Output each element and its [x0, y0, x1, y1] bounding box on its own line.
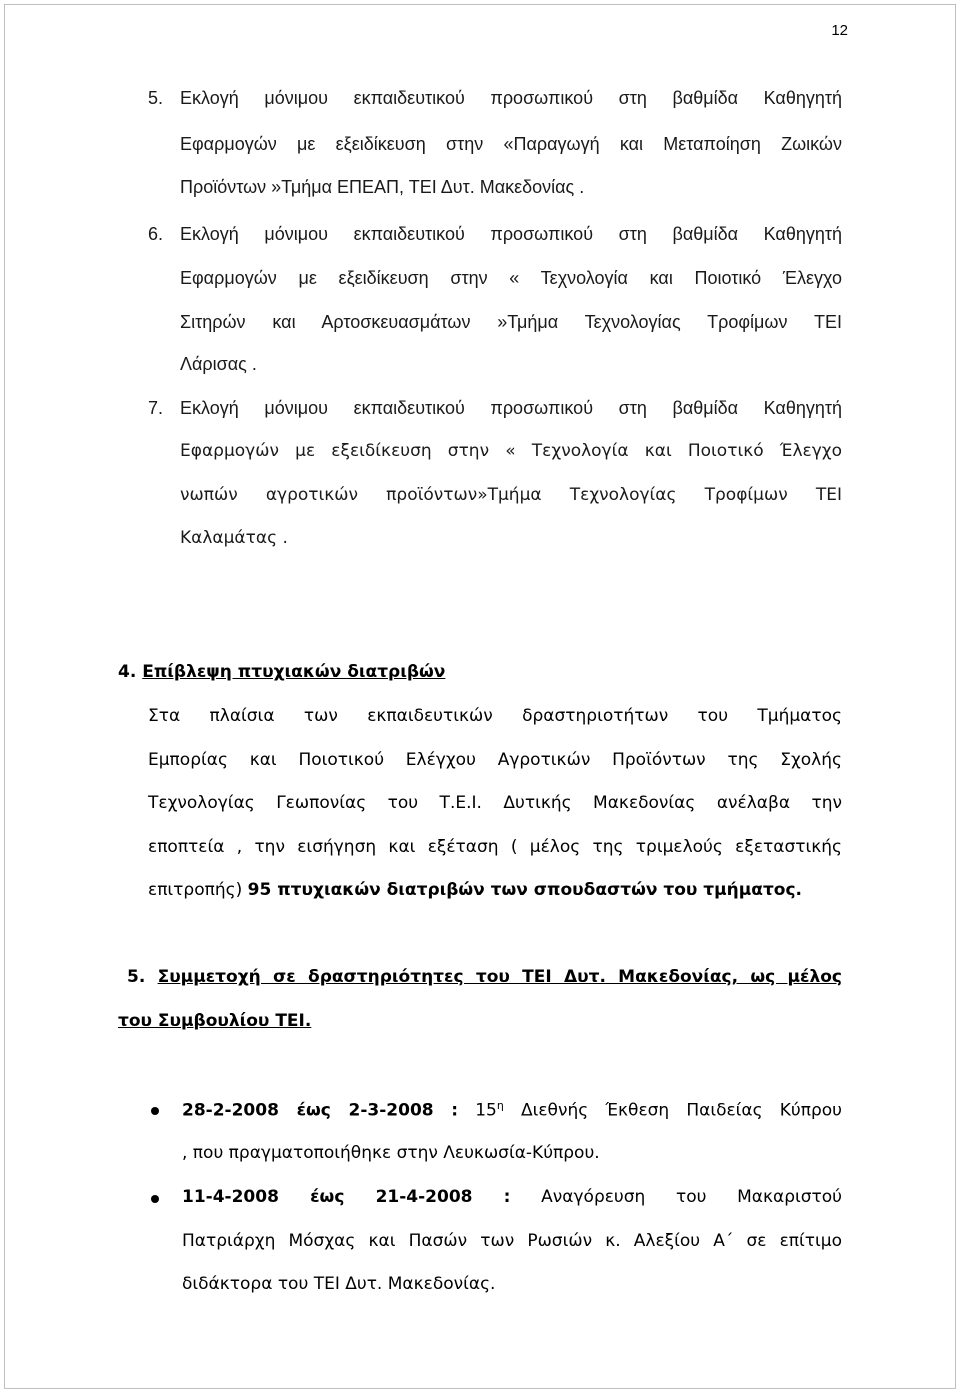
- section-number: 4.: [118, 662, 137, 682]
- section-heading-cont: [118, 1011, 311, 1031]
- bold-text: 95 πτυχιακών διατριβών των σπουδαστών του τμήματος.: [247, 880, 803, 900]
- item-text-line: νωπών αγροτικών προϊόντων»Τμήμα Τεχνολογίας Τροφίμων ΤΕΙ: [180, 485, 842, 505]
- item-text-line: Λάρισας .: [180, 354, 257, 374]
- item-text-line: Εκλογή μόνιμου εκπαιδευτικού προσωπικού στη βαθμίδα Καθηγητή: [180, 88, 842, 108]
- page-number: 12: [831, 22, 848, 39]
- paragraph-line: [148, 880, 842, 900]
- bullet-line: , που πραγματοποιήθηκε στην Λευκωσία-Κύπρου.: [182, 1143, 600, 1163]
- superscript: η: [496, 1099, 504, 1112]
- item-text-line: Εφαρμογών με εξειδίκευση στην « Τεχνολογία και Ποιοτικό Έλεγχο: [180, 268, 842, 288]
- bullet-line: [182, 1187, 842, 1207]
- bullet-line: [182, 1099, 842, 1121]
- section-title: Συμμετοχή σε δραστηριότητες του ΤΕΙ Δυτ. Μακεδονίας, ως μέλος: [157, 967, 843, 987]
- section-heading: [127, 967, 842, 987]
- bullet-icon: [151, 1195, 159, 1203]
- bullet-line: διδάκτορα του ΤΕΙ Δυτ. Μακεδονίας.: [182, 1274, 496, 1294]
- bold-text: 28-2-2008 έως 2-3-2008 :: [182, 1100, 459, 1121]
- text-span: επιτροπής): [148, 880, 248, 900]
- item-text-line: Εφαρμογών με εξειδίκευση στην «Παραγωγή και Μεταποίηση Ζωικών: [180, 134, 842, 154]
- item-text-line: Εφαρμογών με εξειδίκευση στην « Τεχνολογία και Ποιοτικό Έλεγχο: [180, 441, 842, 461]
- section-heading: [118, 662, 445, 682]
- item-number: 7.: [148, 398, 164, 418]
- section-number: 5.: [127, 967, 146, 987]
- item-number: 5.: [148, 88, 164, 108]
- item-text-line: Καλαμάτας .: [180, 528, 288, 548]
- text-span: Αναγόρευση του Μακαριστού: [541, 1187, 843, 1207]
- paragraph-line: εποπτεία , την εισήγηση και εξέταση ( μέλος της τριμελούς εξεταστικής: [148, 837, 842, 857]
- item-text-line: Σιτηρών και Αρτοσκευασμάτων »Τμήμα Τεχνολογίας Τροφίμων ΤΕΙ: [180, 312, 842, 332]
- section-title: Επίβλεψη πτυχιακών διατριβών: [142, 662, 446, 682]
- bullet-line: Πατριάρχη Μόσχας και Πασών των Ρωσιών κ. Αλεξίου Α΄ σε επίτιμο: [182, 1231, 842, 1251]
- paragraph-line: Τεχνολογίας Γεωπονίας του Τ.Ε.Ι. Δυτικής Μακεδονίας ανέλαβα την: [148, 793, 842, 813]
- bullet-icon: [151, 1107, 159, 1115]
- bold-text: 11-4-2008 έως 21-4-2008 :: [182, 1187, 511, 1207]
- item-text-line: Προϊόντων »Τμήμα ΕΠΕΑΠ, ΤΕΙ Δυτ. Μακεδονίας .: [180, 177, 585, 197]
- item-text-line: Εκλογή μόνιμου εκπαιδευτικού προσωπικού στη βαθμίδα Καθηγητή: [180, 224, 842, 244]
- text-span: Διεθνής Έκθεση Παιδείας Κύπρου: [503, 1100, 842, 1121]
- item-text-line: Εκλογή μόνιμου εκπαιδευτικού προσωπικού στη βαθμίδα Καθηγητή: [180, 398, 842, 418]
- paragraph-line: Στα πλαίσια των εκπαιδευτικών δραστηριοτήτων του Τμήματος: [148, 706, 842, 726]
- paragraph-line: Εμπορίας και Ποιοτικού Ελέγχου Αγροτικών Προϊόντων της Σχολής: [148, 750, 842, 770]
- section-title-cont: του Συμβουλίου ΤΕΙ.: [118, 1011, 312, 1031]
- page-border: [4, 4, 956, 1389]
- text-span: 15: [458, 1100, 497, 1121]
- item-number: 6.: [148, 224, 164, 244]
